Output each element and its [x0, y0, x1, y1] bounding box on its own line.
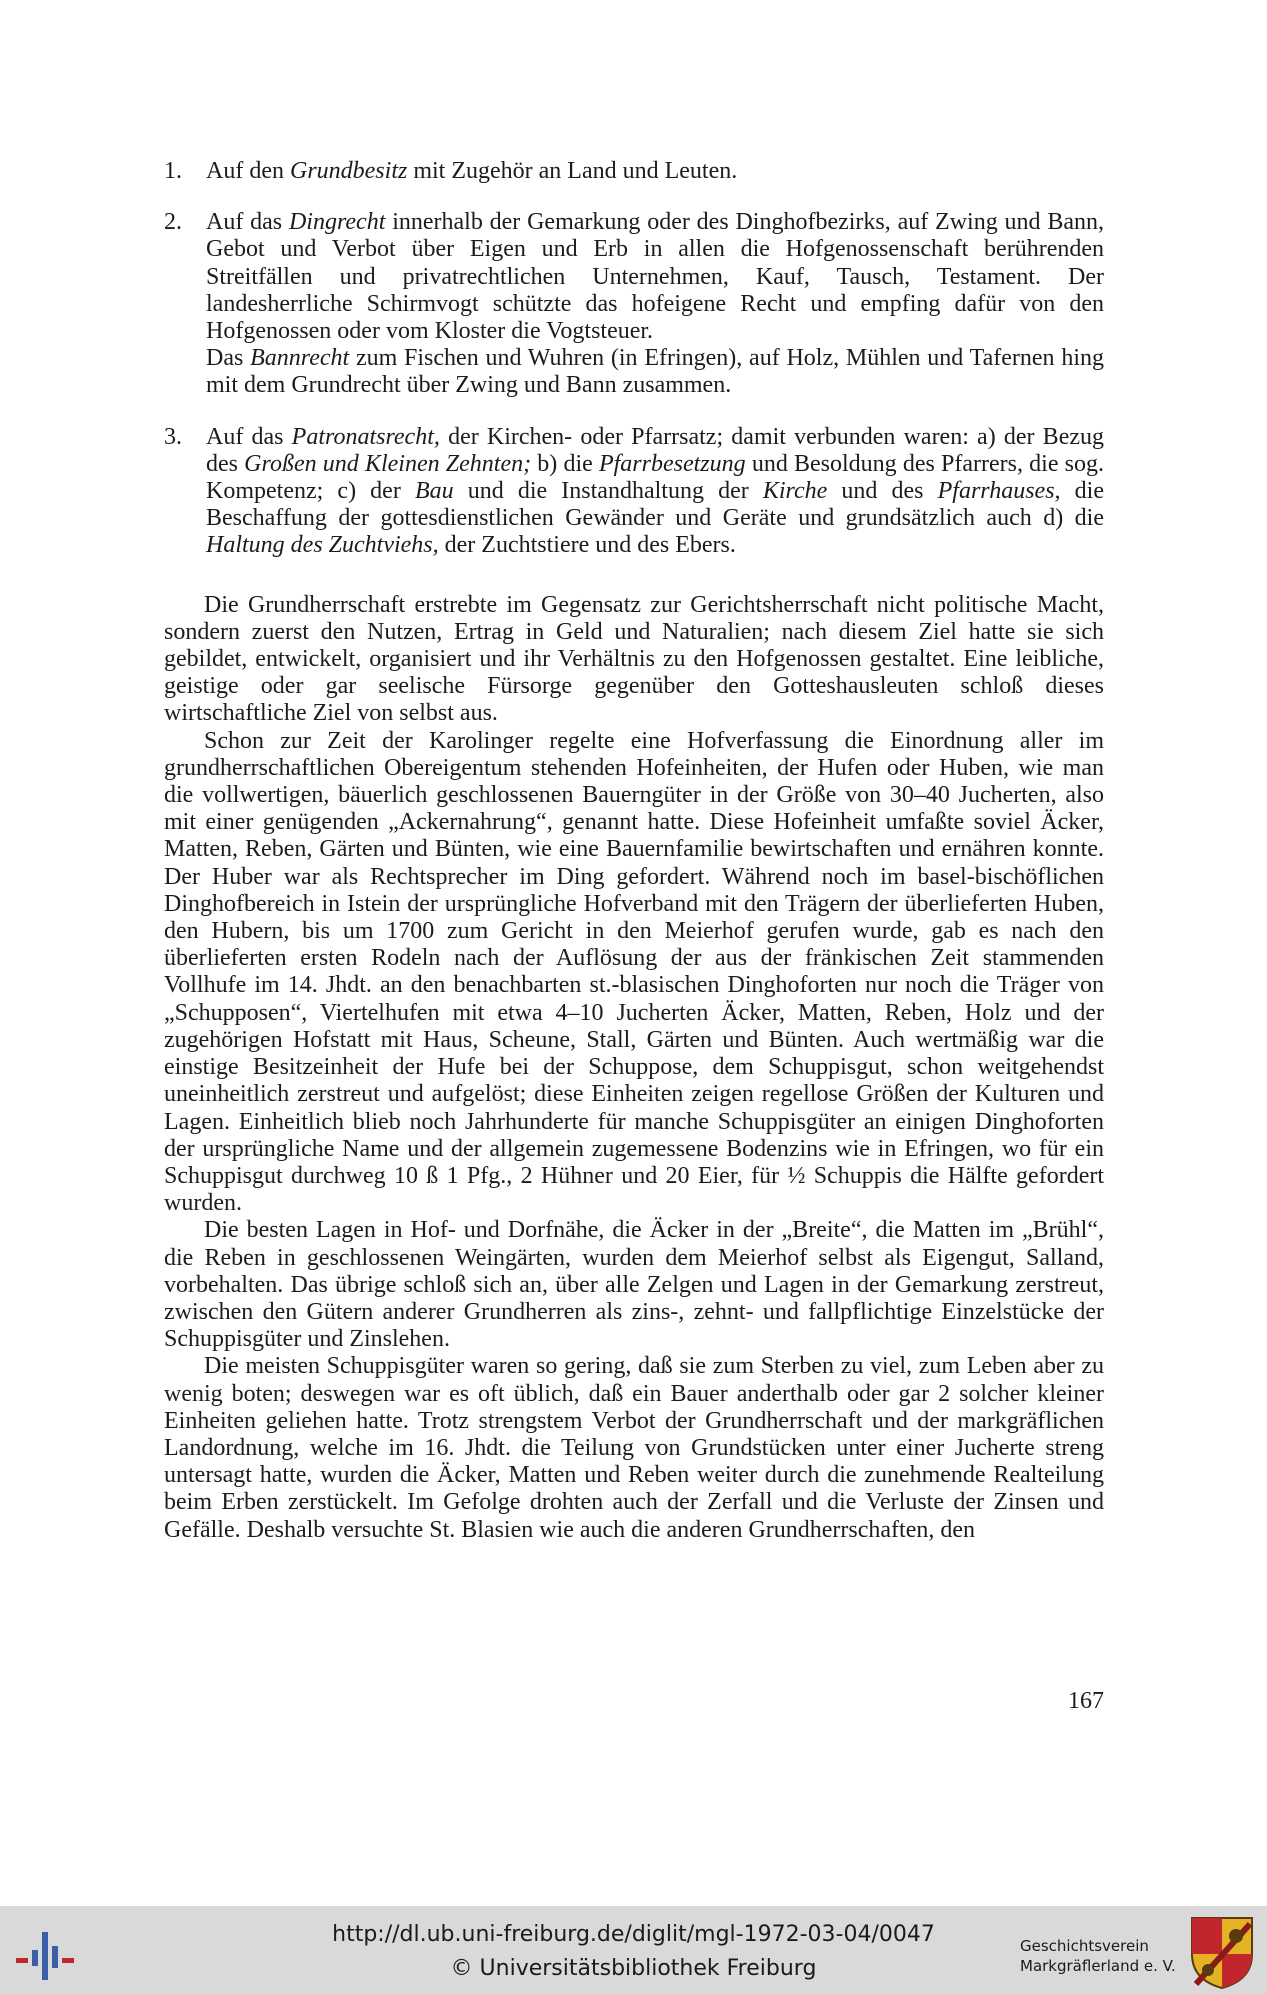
body-text	[164, 592, 1104, 1544]
text-run: Das	[206, 345, 251, 372]
footer-copyright: © Universitätsbibliothek Freiburg	[450, 1956, 817, 1981]
italic-term: Dingrecht	[288, 209, 386, 236]
italic-term: Haltung des Zuchtviehs,	[206, 532, 439, 559]
footer-society-name	[1020, 1936, 1190, 1976]
italic-term: Pfarrbesetzung	[598, 450, 746, 477]
list-item-paragraph	[206, 424, 1104, 560]
text-run: b) die	[531, 450, 599, 477]
italic-term: Kirche	[762, 478, 828, 505]
numbered-list	[164, 158, 1104, 560]
list-item-number: 1.	[164, 158, 182, 184]
italic-term: Großen und Kleinen Zehnten;	[244, 450, 532, 477]
body-paragraph: Die Grundherrschaft erstrebte im Gegensatz zur Gerichtsherrschaft nicht politische Macht, sondern zuerst den Nutzen, Ertrag in Geld und Naturalien; nach diesem Ziel hatte sie sich gebildet, entwickelt, organisiert und ihr Verhältnis zu den Hofgenossen gestaltet. Eine leibliche, geistige oder gar seelische Fürsorge gegenüber den Gotteshausleuten schloß dieses wirtschaftliche Ziel von selbst aus.	[164, 591, 1104, 727]
society-line-1: Geschichtsverein	[1020, 1937, 1149, 1955]
list-item-body	[206, 209, 1104, 399]
text-run: Auf das	[206, 423, 292, 450]
text-run: und des	[827, 478, 938, 505]
text-run: die Beschaffung der gottesdienstlichen Gewänder und Geräte und grundsätzlich auch d) die	[206, 478, 1104, 532]
society-line-2: Markgräflerland e. V.	[1020, 1957, 1176, 1975]
list-item-paragraph	[206, 345, 1104, 399]
list-item-number: 2.	[164, 209, 182, 236]
italic-term: Bau	[414, 478, 454, 505]
list-item-body	[206, 424, 1104, 560]
list-item	[164, 209, 1104, 399]
text-run: Auf das	[206, 209, 289, 236]
italic-term: Bannrecht	[250, 345, 350, 372]
body-paragraph: Schon zur Zeit der Karolinger regelte eine Hofverfassung die Einordnung aller im grundherrschaftlichen Obereigentum stehenden Hofeinheiten, der Hufen oder Huben, wie man die vollwertigen, bäuerlich geschlossenen Bauerngüter in der Größe von 30–40 Jucherten, also mit einer genügenden „Ackernahrung“, genannt hatte. Diese Hofeinheit umfaßte soviel Äcker, Matten, Reben, Gärten und Bünten, wie eine Bauernfamilie bewirtschaften und ernähren konnte. Der Huber war als Rechtsprecher im Ding gefordert. Während noch im basel-bischöflichen Dinghofbereich in Istein der ursprüngliche Hofverband mit den Trägern der überlieferten Huben, den Hubern, bis um 1700 zum Gericht in den Meierhof gerufen wurde, gab es nach den überlieferten ersten Rodeln nach der Auflösung der aus der fränkischen Zeit stammenden Vollhufe im 14. Jhdt. an den benachbarten st.-blasischen Dinghoforten nur noch die Träger von „Schupposen“, Viertelhufen mit etwa 4–10 Jucherten Äcker, Matten, Reben, Holz und der zugehörigen Hofstatt mit Haus, Scheune, Stall, Gärten und Bünten. Auch wertmäßig war die einstige Besitzeinheit der Hufe bei der Schuppose, dem Schuppisgut, schon weitgehendst uneinheitlich zerstreut und aufgelöst; diese Einheiten zeigen regellose Größen der Kulturen und Lagen. Einheitlich blieb noch Jahrhunderte für manche Schuppisgüter an einigen Dinghoforten der ursprüngliche Name und der allgemein zugemessene Bodenzins wie in Efringen, wo für ein Schuppisgut durchweg 10 ß 1 Pfg., 2 Hühner und 20 Eier, für ½ Schuppis die Hälfte gefordert wurden.	[164, 727, 1104, 1217]
text-run: und Besoldung des Pfarrers, die sog. Kompetenz; c) der	[206, 450, 1104, 505]
text-run: der Zuchtstiere und des Ebers.	[438, 532, 736, 559]
page-text	[164, 158, 1104, 1544]
list-item-number: 3.	[164, 423, 182, 450]
italic-term: Patronatsrecht,	[291, 423, 440, 450]
list-item-paragraph	[206, 158, 1104, 185]
text-run: und die Instandhaltung der	[453, 478, 763, 505]
text-run: der Kirchen- oder Pfarrsatz; damit verbunden waren: a) der Bezug des	[206, 423, 1104, 477]
text-run: zum Fischen und Wuhren (in Efringen), auf Holz, Mühlen und Tafernen hing mit dem Grundrecht über Zwing und Bann zusammen.	[206, 345, 1104, 399]
italic-term: Pfarrhauses,	[937, 478, 1061, 505]
text-run: Auf den	[206, 158, 290, 184]
list-item	[164, 424, 1104, 560]
footer-bar	[0, 1906, 1267, 1994]
body-paragraph: Die meisten Schuppisgüter waren so gering, daß sie zum Sterben zu viel, zum Leben aber zu wenig boten; deswegen war es oft üblich, daß ein Bauer anderthalb oder gar 2 solcher kleiner Einheiten geliehen hatte. Trotz strengstem Verbot der Grundherrschaft und der markgräflichen Landordnung, welche im 16. Jhdt. die Teilung von Grundstücken unter einer Jucherte streng untersagt hatte, wurden die Äcker, Matten und Reben weiter durch die zunehmende Realteilung beim Erben zerstückelt. Im Gefolge drohten auch der Zerfall und die Verluste der Zinsen und Gefälle. Deshalb versuchte St. Blasien wie auch die anderen Grundherrschaften, den	[164, 1353, 1104, 1543]
text-run: innerhalb der Gemarkung oder des Dinghofbezirks, auf Zwing und Bann, Gebot und Verbot über Eigen und Erb in allen die Hofgenossenschaft berührenden Streitfällen und privatrechtlichen Unternehmen, Kauf, Tausch, Testament. Der landesherrliche Schirmvogt schützte das hofeigene Recht und empfing dafür von den Hofgenossen oder vom Kloster die Vogtsteuer.	[206, 209, 1104, 345]
list-item	[164, 158, 1104, 185]
page-number: 167	[1068, 1688, 1104, 1714]
coat-of-arms-icon	[1188, 1914, 1256, 1990]
text-run: mit Zugehör an Land und Leuten.	[407, 158, 738, 184]
list-item-body	[206, 158, 1104, 185]
footer-url-link[interactable]: http://dl.ub.uni-freiburg.de/diglit/mgl-1972-03-04/0047	[332, 1922, 935, 1947]
list-item-paragraph	[206, 209, 1104, 345]
body-paragraph: Die besten Lagen in Hof- und Dorfnähe, die Äcker in der „Breite“, die Matten im „Brühl“, die Reben in geschlossenen Weingärten, wurden dem Meierhof selbst als Eigengut, Salland, vorbehalten. Das übrige schloß sich an, über alle Zelgen und Lagen in der Gemarkung zerstreut, zwischen den Gütern anderer Grundherren als zins-, zehnt- und fallpflichtige Einzelstücke der Schuppisgüter und Zinslehen.	[164, 1217, 1104, 1353]
italic-term: Grundbesitz	[289, 158, 408, 184]
